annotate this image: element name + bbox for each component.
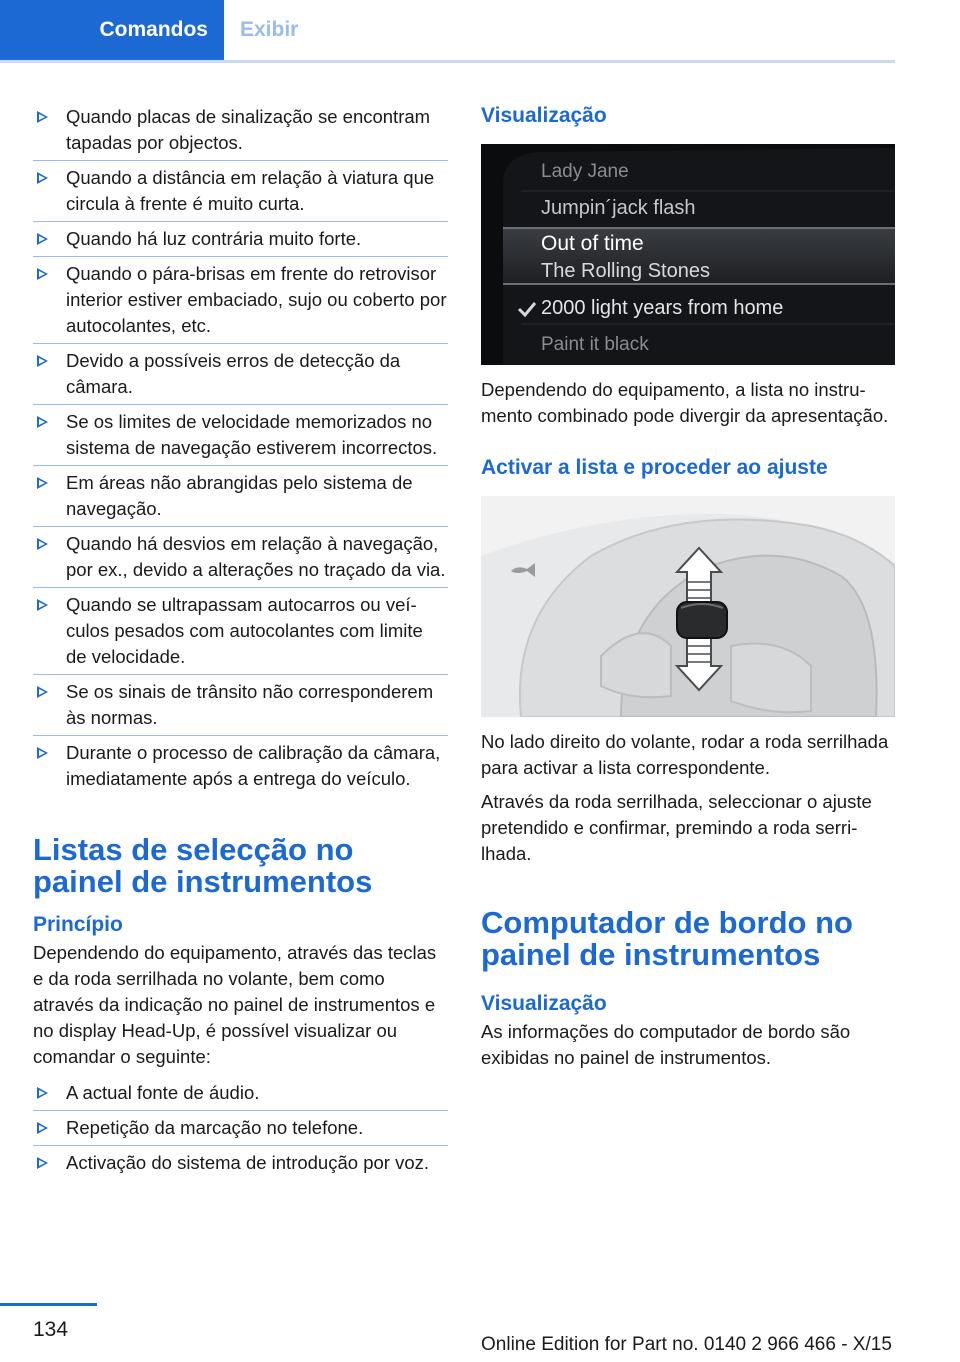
list-item: Quando a distância em relação à viatura que circula à frente é muito curta. [33, 161, 448, 222]
onboard-computer-paragraph: As informações do computador de bordo são exibidas no painel de instrumentos. [481, 1021, 851, 1068]
triangle-bullet-icon [37, 1087, 48, 1099]
triangle-bullet-icon [37, 172, 48, 184]
instrument-list-illustration [481, 144, 895, 365]
tab-comandos[interactable]: Comandos [0, 0, 224, 60]
subhead-display-2: Visualização [481, 992, 607, 1015]
display-item-selected: Out of time [541, 232, 644, 255]
list-item: A actual fonte de áudio. [33, 1076, 448, 1111]
subhead-display: Visualização [481, 104, 607, 127]
header-divider [0, 60, 895, 63]
right-column [481, 100, 895, 1071]
display-item: Lady Jane [541, 161, 629, 182]
triangle-bullet-icon [37, 477, 48, 489]
list-item: Quando há desvios em relação à navegação, por ex., devido a alterações no traçado da via. [33, 527, 448, 588]
tab-exibir[interactable]: Exibir [240, 18, 299, 41]
page-header [0, 0, 895, 64]
page-number: 134 [33, 1318, 69, 1341]
list-item: Quando há luz contrária muito forte. [33, 222, 448, 257]
left-column [33, 100, 448, 1180]
list-item: Quando se ultrapassam autocarros ou veículos pesados com autocolantes com limite de velocidade. [33, 588, 448, 675]
select-paragraph: Através da roda serrilhada, seleccionar o ajuste pretendido e confirmar, premindo a roda serrilhada. [481, 791, 872, 864]
list-item: Em áreas não abrangidas pelo sistema de navegação. [33, 466, 448, 527]
list-item: Se os limites de velocidade memorizados no sistema de navegação estiverem incorrectos. [33, 405, 448, 466]
triangle-bullet-icon [37, 416, 48, 428]
display-item: 2000 light years from home [541, 297, 784, 319]
steering-wheel-photo [481, 496, 895, 717]
list-item: Devido a possíveis erros de detecção da câmara. [33, 344, 448, 405]
subhead-activate-list: Activar a lista e proceder ao ajuste [481, 456, 828, 479]
limitations-list [33, 100, 448, 796]
list-item: Durante o processo de calibração da câmara, imediatamente após a entrega do veículo. [33, 736, 448, 796]
triangle-bullet-icon [37, 233, 48, 245]
subhead-principle: Princípio [33, 913, 123, 936]
display-item: Jumpin´jack flash [541, 197, 696, 219]
list-item: Quando o pára-brisas em frente do retrovisor interior estiver embaciado, sujo ou coberto por autocolantes, etc. [33, 257, 448, 344]
triangle-bullet-icon [37, 538, 48, 550]
footer-divider [0, 1303, 97, 1306]
triangle-bullet-icon [37, 1157, 48, 1169]
list-item: Se os sinais de trânsito não corresponderem às normas. [33, 675, 448, 736]
triangle-bullet-icon [37, 599, 48, 611]
display-item: Paint it black [541, 334, 649, 355]
triangle-bullet-icon [37, 1122, 48, 1134]
features-list [33, 1076, 448, 1180]
display-caption: Dependendo do equipamento, a lista no instrumento combinado pode divergir da apresentação. [481, 379, 889, 426]
triangle-bullet-icon [37, 747, 48, 759]
triangle-bullet-icon [37, 355, 48, 367]
activate-paragraph: No lado direito do volante, rodar a roda serrilhada para activar a lista correspondente. [481, 731, 889, 778]
section-title-selection-lists: Listas de selecção no painel de instrumentos [33, 832, 373, 899]
intro-paragraph: Dependendo do equipamento, através das teclas e da roda serrilhada no volante, bem como através da indicação no painel de instrumentos e no display Head-Up, é possível visualizar ou comandar o seguinte: [33, 942, 437, 1067]
edition-note: Online Edition for Part no. 0140 2 966 466 - X/15 [481, 1334, 892, 1355]
list-item: Quando placas de sinalização se encontram tapadas por objectos. [33, 100, 448, 161]
steering-wheel-illustration [481, 496, 895, 717]
triangle-bullet-icon [37, 686, 48, 698]
list-item: Activação do sistema de introdução por voz. [33, 1146, 448, 1180]
section-title-onboard-computer: Computador de bordo no painel de instrumentos [481, 905, 853, 972]
triangle-bullet-icon [37, 111, 48, 123]
display-item: The Rolling Stones [541, 260, 710, 282]
list-item: Repetição da marcação no telefone. [33, 1111, 448, 1146]
triangle-bullet-icon [37, 268, 48, 280]
instrument-list-photo [481, 144, 895, 365]
